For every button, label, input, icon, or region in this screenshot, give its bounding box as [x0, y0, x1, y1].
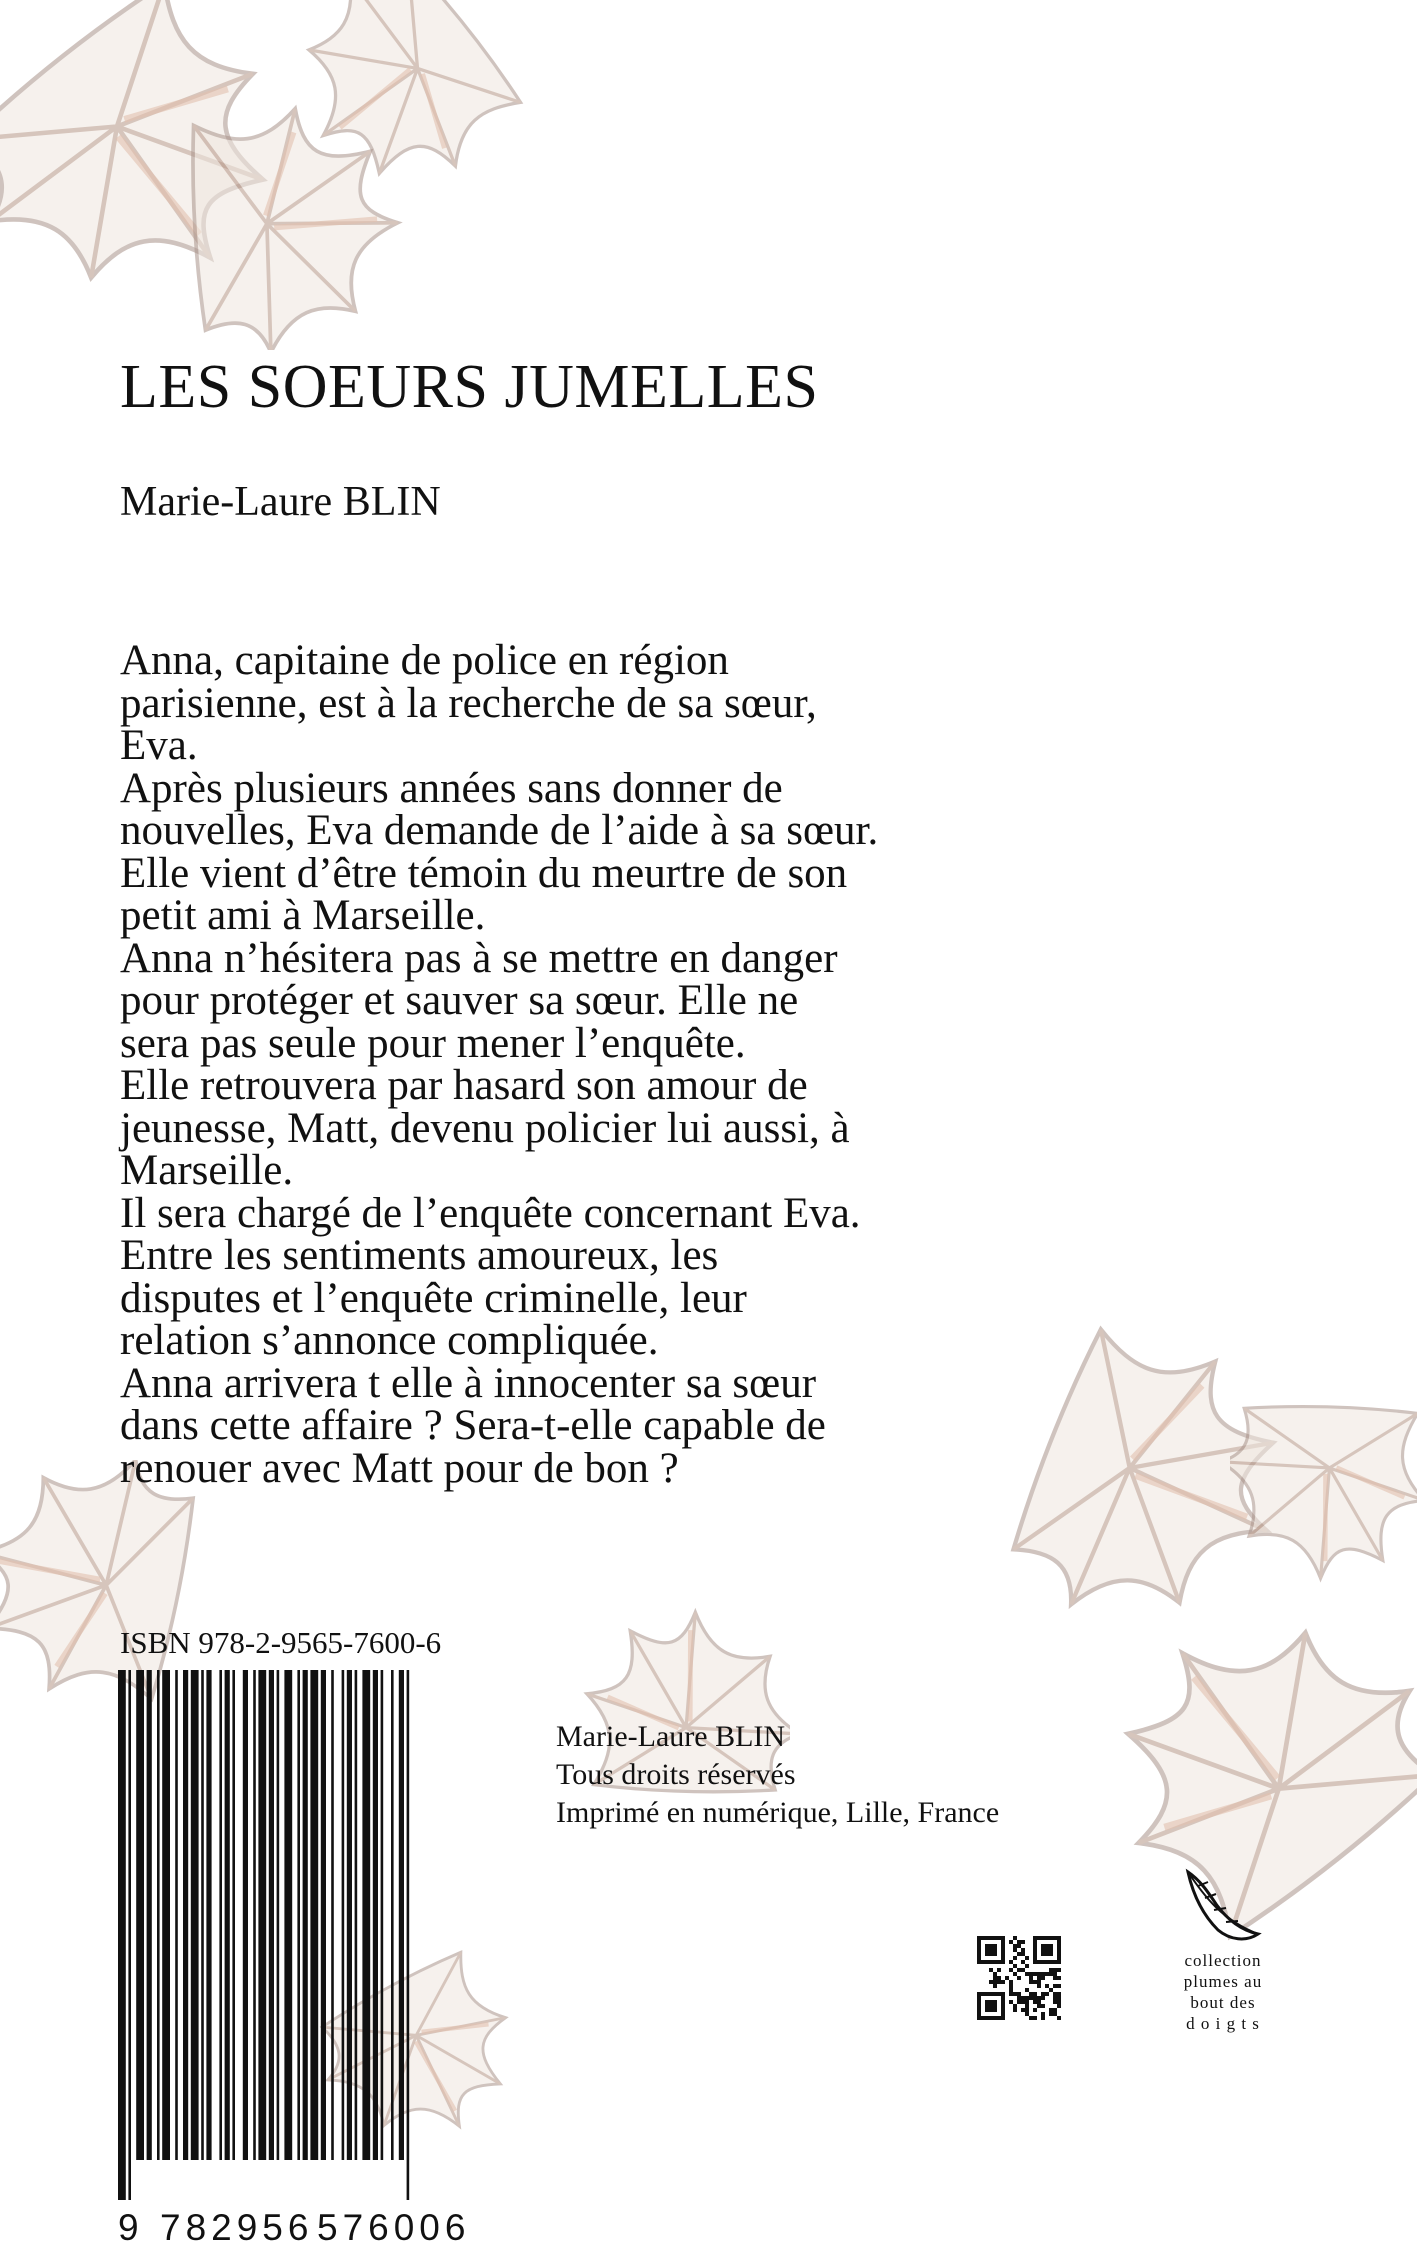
collection-line: plumes au — [1183, 1972, 1263, 1991]
isbn-label: ISBN 978-2-9565-7600-6 — [120, 1625, 442, 1660]
feather-icon — [1178, 1868, 1268, 1948]
blurb-line: parisienne, est à la recherche de sa sœur, — [120, 679, 817, 727]
blurb-line: Marseille. — [120, 1147, 294, 1194]
blurb-line: Il sera chargé de l’enquête concernant Eva. — [120, 1189, 861, 1237]
author-name: Marie-Laure BLIN — [120, 479, 441, 525]
barcode-digit-first: 9 — [118, 2207, 144, 2248]
blurb-line: disputes et l’enquête criminelle, leur — [120, 1274, 747, 1322]
blurb-line: nouvelles, Eva demande de l’aide à sa sœur. — [120, 807, 879, 854]
blurb-line: Anna arrivera t elle à innocenter sa sœur — [120, 1359, 817, 1407]
collection-label — [1175, 1950, 1271, 2034]
blurb-line: pour protéger et sauver sa sœur. Elle ne — [120, 977, 799, 1024]
blurb-line: dans cette affaire ? Sera-t-elle capable de — [120, 1402, 826, 1449]
book-title: LES SOEURS JUMELLES — [120, 353, 819, 421]
back-cover-blurb — [120, 637, 1080, 1492]
blurb-line: Entre les sentiments amoureux, les — [120, 1232, 719, 1279]
maple-leaf-icon — [1230, 1350, 1417, 1610]
blurb-line: Elle vient d’être témoin du meurtre de son — [120, 849, 848, 897]
blurb-line: Eva. — [120, 722, 198, 769]
blurb-line: Anna n’hésitera pas à se mettre en danger — [120, 934, 838, 982]
blurb-line: Elle retrouvera par hasard son amour de — [120, 1062, 808, 1109]
blurb-line: jeunesse, Matt, devenu policier lui aussi, à — [120, 1104, 850, 1152]
collection-line: bout des — [1190, 1993, 1256, 2012]
barcode — [116, 1670, 492, 2200]
blurb-line: renouer avec Matt pour de bon ? — [120, 1444, 679, 1492]
barcode-digits-right: 576006 — [317, 2207, 471, 2248]
blurb-line: relation s’annonce compliquée. — [120, 1317, 659, 1364]
imprint-rights: Tous droits réservés — [556, 1758, 796, 1791]
imprint-block — [556, 1718, 999, 1832]
collection-line: d o i g t s — [1186, 2014, 1260, 2033]
qr-code-icon — [977, 1936, 1061, 2020]
imprint-author: Marie-Laure BLIN — [556, 1720, 786, 1753]
blurb-line: Anna, capitaine de police en région — [120, 637, 729, 684]
barcode-digits-left: 782956 — [160, 2207, 314, 2248]
blurb-line: petit ami à Marseille. — [120, 892, 486, 939]
blurb-line: sera pas seule pour mener l’enquête. — [120, 1019, 746, 1067]
maple-leaf-icon — [300, 0, 530, 200]
blurb-line: Après plusieurs années sans donner de — [120, 764, 783, 812]
imprint-printing: Imprimé en numérique, Lille, France — [556, 1796, 1000, 1829]
collection-line: collection — [1184, 1951, 1262, 1970]
